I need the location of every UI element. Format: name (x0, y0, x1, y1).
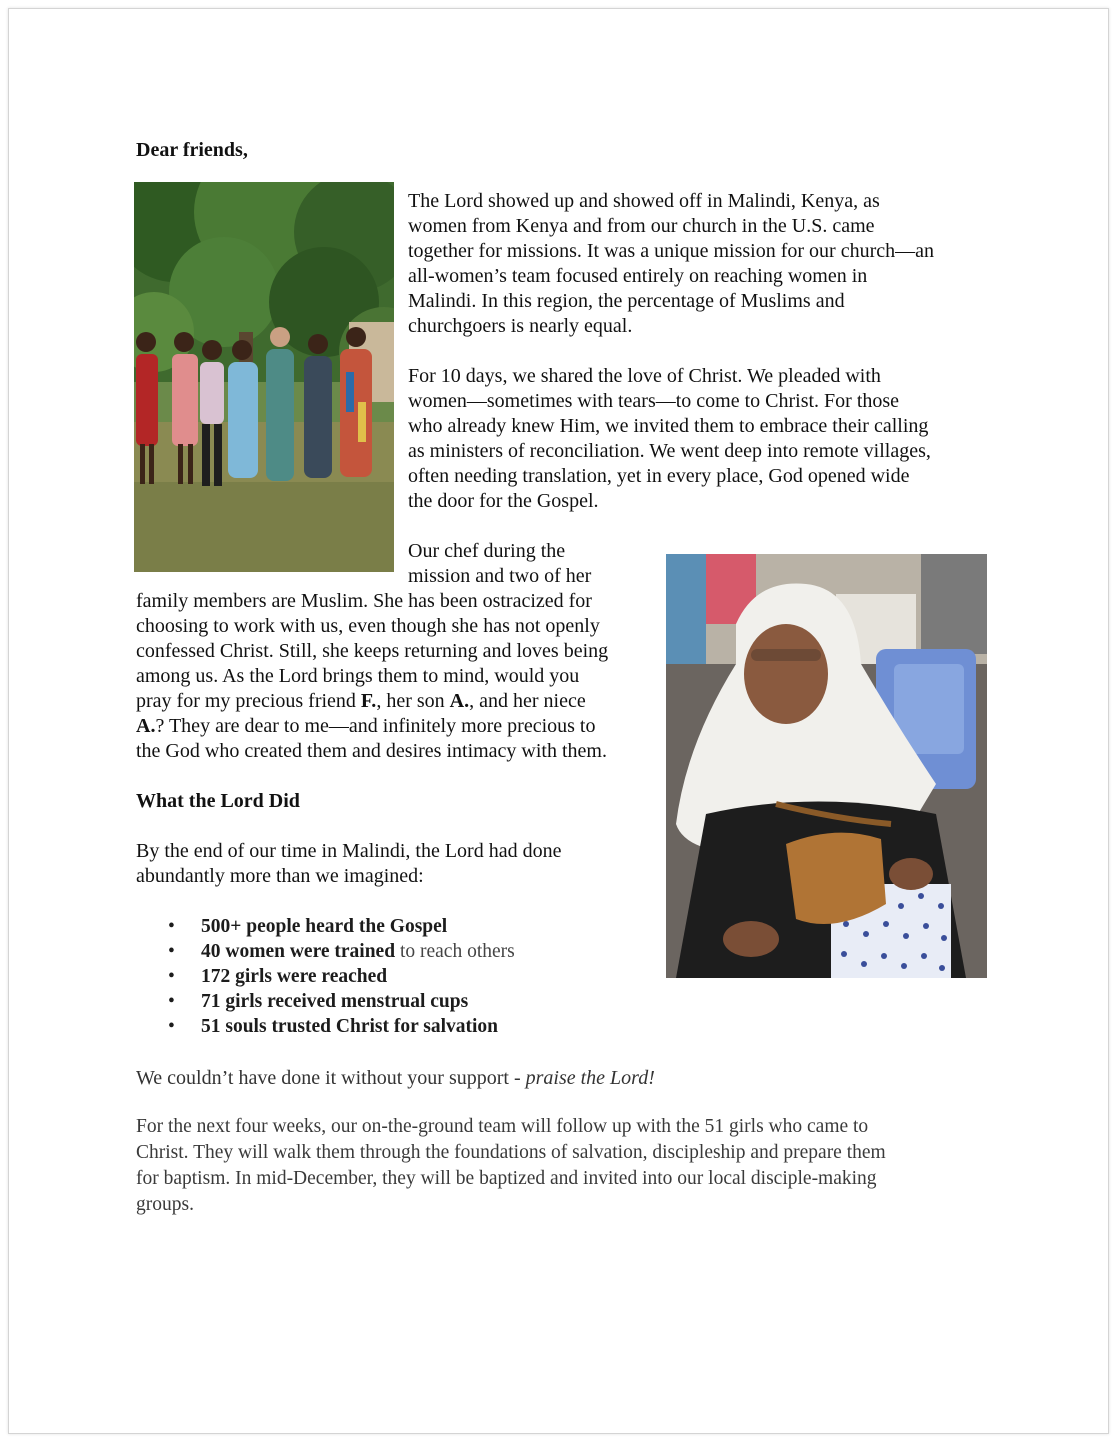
followup-line: Christ. They will walk them through the foundations of salvation, discipleship and prepare them (136, 1142, 886, 1163)
result-bold: 40 women were trained (201, 941, 396, 962)
intro-line: all-women’s team focused entirely on reaching women in (408, 265, 868, 287)
intro-line: The Lord showed up and showed off in Malindi, Kenya, as (408, 190, 880, 212)
chef-line: confessed Christ. Still, she keeps returning and loves being (136, 640, 609, 662)
section-heading: What the Lord Did (136, 790, 300, 812)
chef-prayer-line (136, 714, 666, 739)
results-list (136, 914, 656, 1039)
greeting: Dear friends, (136, 139, 248, 161)
mission-line: often needing translation, yet in every place, God opened wide (408, 465, 910, 487)
list-item (136, 1014, 656, 1039)
prayer-text: ? They are dear to me—and infinitely more precious to (155, 715, 596, 737)
mission-line: the door for the Gospel. (408, 490, 599, 512)
support-italic: praise the Lord! (525, 1067, 655, 1089)
result-bold: 172 girls were reached (201, 966, 388, 987)
chef-line: family members are Muslim. She has been ostracized for (136, 590, 592, 612)
list-item (136, 914, 656, 939)
intro-line: Malindi. In this region, the percentage of Muslims and (408, 290, 845, 312)
followup-line: groups. (136, 1194, 194, 1215)
bullet-icon: • (168, 966, 175, 987)
intro-line: together for missions. It was a unique mission for our church—an (408, 240, 935, 262)
mission-paragraph (408, 364, 998, 514)
followup-line: for baptism. In mid-December, they will be baptized and invited into our local disciple-making (136, 1168, 877, 1189)
bullet-icon: • (168, 916, 175, 937)
result-rest: to reach others (395, 941, 515, 962)
mission-line: For 10 days, we shared the love of Christ. We pleaded with (408, 365, 881, 387)
chef-photo (666, 554, 987, 978)
prayer-text: , and her niece (469, 690, 586, 712)
bullet-icon: • (168, 941, 175, 962)
summary-paragraph (136, 839, 656, 889)
chef-line: choosing to work with us, even though she has not openly (136, 615, 600, 637)
support-line (136, 1066, 655, 1091)
list-item (136, 939, 656, 964)
women-team-photo (134, 182, 394, 572)
result-bold: 51 souls trusted Christ for salvation (201, 1016, 499, 1037)
bullet-icon: • (168, 1016, 175, 1037)
prayer-name: A. (449, 690, 470, 712)
prayer-text: , her son (376, 690, 450, 712)
chef-prayer-line (136, 689, 666, 714)
list-item (136, 964, 656, 989)
mission-line: as ministers of reconciliation. We went deep into remote villages, (408, 440, 931, 462)
chef-paragraph-start (408, 539, 658, 589)
summary-line: By the end of our time in Malindi, the Lord had done (136, 840, 562, 862)
prayer-name: A. (136, 715, 156, 737)
prayer-text: pray for my precious friend (136, 690, 361, 712)
summary-line: abundantly more than we imagined: (136, 865, 424, 887)
intro-line: churchgoers is nearly equal. (408, 315, 633, 337)
followup-paragraph (136, 1114, 976, 1218)
intro-line: women from Kenya and from our church in the U.S. came (408, 215, 875, 237)
followup-line: For the next four weeks, our on-the-ground team will follow up with the 51 girls who came to (136, 1116, 869, 1137)
chef-line: Our chef during the (408, 540, 566, 562)
chef-line: among us. As the Lord brings them to mind, would you (136, 665, 580, 687)
mission-line: women—sometimes with tears—to come to Christ. For those (408, 390, 900, 412)
bullet-icon: • (168, 991, 175, 1012)
chef-paragraph (136, 589, 666, 764)
chef-line: the God who created them and desires intimacy with them. (136, 740, 607, 762)
support-text: We couldn’t have done it without your support - (136, 1067, 526, 1089)
chef-line: mission and two of her (408, 565, 592, 587)
mission-line: who already knew Him, we invited them to embrace their calling (408, 415, 929, 437)
result-bold: 71 girls received menstrual cups (201, 991, 469, 1012)
list-item (136, 989, 656, 1014)
intro-paragraph (408, 189, 998, 339)
prayer-name: F. (360, 690, 377, 712)
result-bold: 500+ people heard the Gospel (201, 916, 448, 937)
